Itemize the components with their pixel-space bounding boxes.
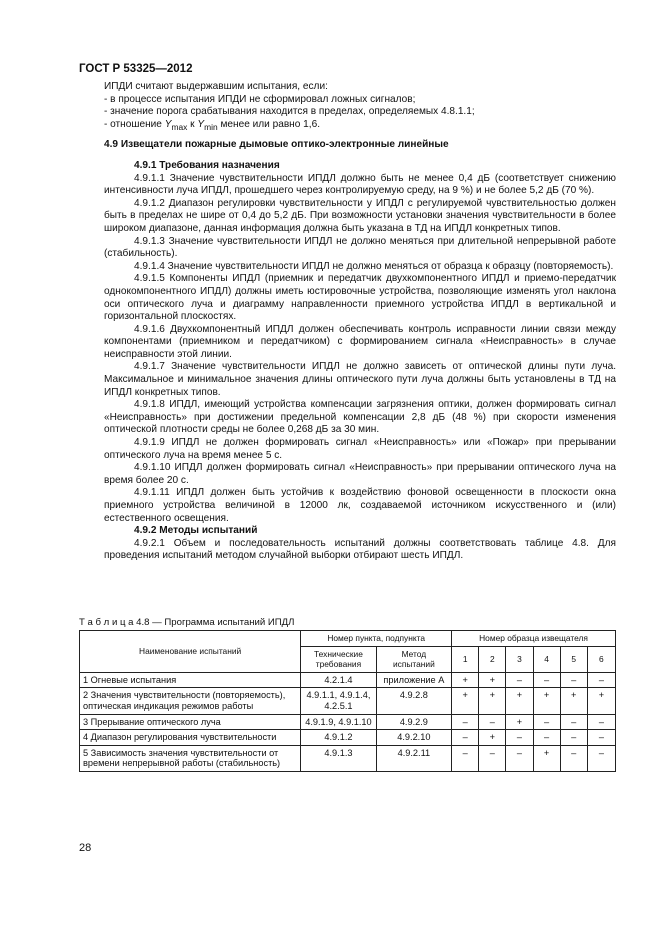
requirements-cell: 4.9.1.3	[301, 745, 376, 771]
table-caption: Т а б л и ц а 4.8 — Программа испытаний ИПДЛ	[79, 617, 295, 628]
ratio-mid: к	[187, 118, 198, 130]
sample-mark-cell: +	[506, 714, 533, 730]
method-cell: приложение А	[376, 672, 451, 688]
header-sample-3: 3	[506, 646, 533, 672]
sample-mark-cell: –	[452, 745, 479, 771]
sample-mark-cell: –	[587, 730, 615, 746]
sample-mark-cell: –	[587, 745, 615, 771]
sample-mark-cell: +	[452, 688, 479, 714]
test-name-cell: 5 Зависимость значения чувствительности от времени непрерывной работы (стабильность)	[80, 745, 301, 771]
sample-mark-cell: –	[452, 714, 479, 730]
clause-paragraph: 4.9.1.1 Значение чувствительности ИПДЛ должно быть не менее 0,4 дБ (соответствует снижению интенсивности луча ИПДЛ, прошедшего через контролируемую среду, на 9 %) и не более 5,2 дБ (70 %).	[104, 172, 616, 197]
test-name-cell: 4 Диапазон регулирования чувствительности	[80, 730, 301, 746]
requirements-cell: 4.2.1.4	[301, 672, 376, 688]
header-requirements: Технические требования	[301, 646, 376, 672]
header-sample-2: 2	[479, 646, 506, 672]
sample-mark-cell: +	[533, 745, 560, 771]
sample-mark-cell: –	[560, 672, 587, 688]
requirements-cell: 4.9.1.2	[301, 730, 376, 746]
header-sample-number: Номер образца извещателя	[452, 631, 616, 647]
y-symbol: Y	[197, 118, 205, 130]
test-name-cell: 1 Огневые испытания	[80, 672, 301, 688]
sample-mark-cell: –	[533, 672, 560, 688]
table-row	[80, 688, 616, 714]
clause-paragraph: 4.9.1.9 ИПДЛ не должен формировать сигнал «Неисправность» или «Пожар» при прерывании оптического луча на время менее 5 с.	[104, 437, 616, 461]
clause-paragraph: 4.9.1.7 Значение чувствительности ИПДЛ не должно зависеть от оптической длины пути луча. Максимальное и минимальное значения длины оптического пути луча должны быть установлены в ТД на ИПДЛ конкретных типов.	[104, 361, 616, 398]
header-clause-number: Номер пункта, подпункта	[301, 631, 452, 647]
subsection-heading: 4.9.1 Требования назначения	[134, 159, 280, 171]
sample-mark-cell: –	[560, 745, 587, 771]
clause-paragraph: 4.9.1.8 ИПДЛ, имеющий устройства компенсации загрязнения оптики, должен формировать сигнал «Неисправность» при достижении предельной компенсации 2,8 дБ (48 %) при скорости изменения оптической плотности среды не более 0,268 дБ за 30 мин.	[104, 399, 616, 436]
sample-mark-cell: +	[479, 730, 506, 746]
page-number: 28	[79, 842, 92, 854]
method-cell: 4.9.2.9	[376, 714, 451, 730]
sample-mark-cell: +	[560, 688, 587, 714]
method-cell: 4.9.2.8	[376, 688, 451, 714]
document-header: ГОСТ Р 53325—2012	[79, 63, 193, 75]
sample-mark-cell: –	[533, 714, 560, 730]
section-heading: 4.9 Извещатели пожарные дымовые оптико-электронные линейные	[104, 139, 449, 151]
clause-paragraph: 4.9.1.2 Диапазон регулировки чувствительности у ИПДЛ с регулируемой чувствительностью должен быть в пределах не шире от 0,4 до 5,2 дБ. При возможности установки значения чувствительности в более широком диапазоне, данная информация должна быть указана в ТД на ИПДЛ конкретных типов.	[104, 197, 616, 234]
sample-mark-cell: +	[506, 688, 533, 714]
clause-paragraph: 4.9.1.5 Компоненты ИПДЛ (приемник и передатчик двухкомпонентного ИПДЛ и приемо-передатчик однокомпонентного ИПДЛ) должны иметь юстировочные устройства, позволяющие изменять угол наклона оси оптического луча и диаграмму направленности приемного устройства ИПДЛ в вертикальной и горизонтальной плоскостях.	[104, 273, 616, 323]
table-row	[80, 672, 616, 688]
sample-mark-cell: –	[560, 714, 587, 730]
requirements-cell: 4.9.1.1, 4.9.1.4, 4.2.5.1	[301, 688, 376, 714]
method-cell: 4.9.2.10	[376, 730, 451, 746]
sample-mark-cell: –	[587, 672, 615, 688]
requirements-cell: 4.9.1.9, 4.9.1.10	[301, 714, 376, 730]
clause-paragraph: 4.9.1.3 Значение чувствительности ИПДЛ не должно меняться при длительной непрерывной работе (стабильность).	[104, 235, 616, 260]
ratio-list-item	[104, 119, 616, 134]
sample-mark-cell: –	[506, 672, 533, 688]
y-symbol: Y	[164, 118, 172, 130]
test-name-cell: 2 Значения чувствительности (повторяемость), оптическая индикация режимов работы	[80, 688, 301, 714]
sample-mark-cell: –	[452, 730, 479, 746]
clause-paragraph: 4.9.2.1 Объем и последовательность испытаний должны соответствовать таблице 4.8. Для проведения испытаний методом случайной выборки отбирают шесть ИПДЛ.	[104, 537, 616, 562]
sample-mark-cell: –	[506, 730, 533, 746]
table-row	[80, 730, 616, 746]
table-row	[80, 714, 616, 730]
sample-mark-cell: +	[533, 688, 560, 714]
test-program-table	[79, 630, 616, 772]
header-sample-4: 4	[533, 646, 560, 672]
ratio-prefix: - отношение	[104, 118, 165, 130]
table-header-row	[80, 631, 616, 647]
ratio-suffix: менее или равно 1,6.	[217, 118, 321, 130]
header-test-name: Наименование испытаний	[80, 631, 301, 673]
sample-mark-cell: +	[452, 672, 479, 688]
sample-mark-cell: –	[587, 714, 615, 730]
page-body	[104, 81, 616, 563]
sample-mark-cell: –	[479, 745, 506, 771]
header-sample-1: 1	[452, 646, 479, 672]
test-name-cell: 3 Прерывание оптического луча	[80, 714, 301, 730]
header-sample-5: 5	[560, 646, 587, 672]
list-item: - в процессе испытания ИПДИ не сформировал ложных сигналов;	[104, 93, 416, 105]
sample-mark-cell: +	[479, 688, 506, 714]
clause-paragraph: 4.9.1.11 ИПДЛ должен быть устойчив к воздействию фоновой освещенности в плоскости окна приемного устройства величиной в 12000 лк, создаваемой источником искусственного и (или) естественного освещения.	[104, 487, 616, 524]
clause-paragraph: 4.9.1.10 ИПДЛ должен формировать сигнал «Неисправность» при прерывании оптического луча на время более 20 с.	[104, 462, 616, 486]
sample-mark-cell: –	[479, 714, 506, 730]
sample-mark-cell: –	[533, 730, 560, 746]
header-method: Метод испытаний	[376, 646, 451, 672]
subsection-heading: 4.9.2 Методы испытаний	[134, 525, 258, 537]
sample-mark-cell: –	[560, 730, 587, 746]
sample-mark-cell: +	[587, 688, 615, 714]
list-item: - значение порога срабатывания находится в пределах, определяемых 4.8.1.1;	[104, 106, 475, 118]
table-row	[80, 745, 616, 771]
clause-paragraph: 4.9.1.4 Значение чувствительности ИПДЛ не должно меняться от образца к образцу (повторяемость).	[134, 260, 614, 272]
header-sample-6: 6	[587, 646, 615, 672]
clause-paragraph: 4.9.1.6 Двухкомпонентный ИПДЛ должен обеспечивать контроль исправности линии связи между компонентами (приемником и передатчиком) с формированием сигнала «Неисправность» в случае неисправности этой линии.	[104, 323, 616, 360]
max-subscript: max	[171, 121, 188, 132]
sample-mark-cell: –	[506, 745, 533, 771]
method-cell: 4.9.2.11	[376, 745, 451, 771]
sample-mark-cell: +	[479, 672, 506, 688]
intro-paragraph: ИПДИ считают выдержавшим испытания, если:	[104, 81, 328, 92]
min-subscript: min	[204, 121, 218, 132]
